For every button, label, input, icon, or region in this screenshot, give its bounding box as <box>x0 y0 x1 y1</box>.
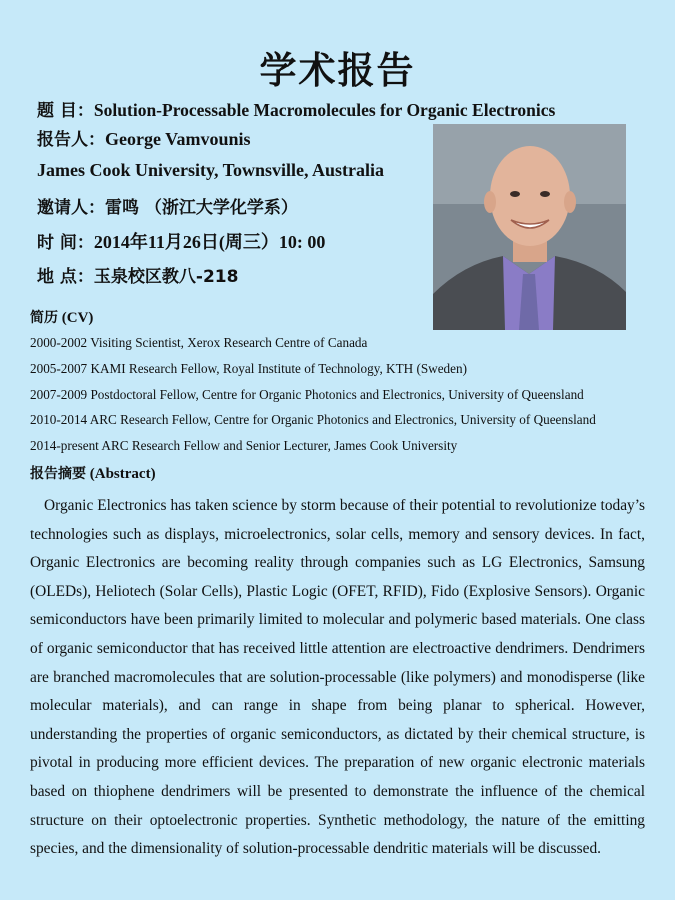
topic-label: 题 目： <box>37 101 94 121</box>
abstract-heading <box>30 463 156 483</box>
speaker-label: 报告人： <box>37 130 105 150</box>
speaker-name: George Vamvounis <box>105 129 251 149</box>
cv-item: 2014-present ARC Research Fellow and Senior Lecturer, James Cook University <box>30 438 458 454</box>
cv-item: 2007-2009 Postdoctoral Fellow, Centre for Organic Photonics and Electronics, University of Queensland <box>30 386 584 402</box>
time-label: 时 间： <box>37 233 94 253</box>
host-label: 邀请人： <box>37 198 105 218</box>
abstract-heading-cn: 报告摘要 <box>30 466 86 482</box>
speaker-portrait-icon <box>433 124 626 330</box>
host-line <box>37 193 298 218</box>
cv-heading-cn: 简历 <box>30 310 58 326</box>
topic-line <box>37 96 555 121</box>
abstract-text: Organic Electronics has taken science by storm because of their potential to revolutionize today’s technologies such as displays, microelectronics, solar cells, memory and sensory devices. In fact, Organic Electronics are becoming reality through companies such as LG Electronics, Samsung (OLEDs), Heliotech (Solar Cells), Plastic Logic (OFET, RFID), Fido (Explosive Sensors). Organic semiconductors have been primarily limited to molecular and polymeric based materials. One class of organic semiconductor that has received little attention are electroactive dendrimers. Dendrimers are branched macromolecules that are solution-processable (like polymers) and monodisperse (like molecular materials), and can range in shape from being planar to spherical. However, understanding the properties of organic semiconductors, as dictated by their chemical structure, is pivotal in producing more efficient devices. The preparation of new organic electronic materials based on thiophene dendrimers will be presented to demonstrate the influence of the chemical structure on their optoelectronic properties. Synthetic methodology, the nature of the emitting species, and the dimensionality of solution-processable dendritic materials will be discussed. <box>30 497 645 858</box>
speaker-affiliation: James Cook University, Townsville, Australia <box>37 160 385 180</box>
host-value: 雷鸣 （浙江大学化学系） <box>105 198 298 218</box>
page-title: 学术报告 <box>259 49 416 92</box>
abstract-heading-en: (Abstract) <box>89 466 156 482</box>
place-line <box>37 262 238 287</box>
place-label: 地 点： <box>37 267 94 287</box>
cv-item: 2010-2014 ARC Research Fellow, Centre for Organic Photonics and Electronics, University of Queensland <box>30 412 596 428</box>
speaker-photo <box>433 124 626 330</box>
topic-value: Solution-Processable Macromolecules for Organic Electronics <box>93 100 556 120</box>
cv-heading-en: (CV) <box>61 310 94 326</box>
cv-heading <box>30 307 93 327</box>
cv-list <box>30 333 660 462</box>
place-value: 玉泉校区教八-218 <box>93 267 239 287</box>
cv-item: 2000-2002 Visiting Scientist, Xerox Research Centre of Canada <box>30 335 368 350</box>
time-value: 2014年11月26日(周三）10: 00 <box>93 232 326 252</box>
time-line <box>37 228 325 254</box>
speaker-line <box>37 125 251 150</box>
cv-item: 2005-2007 KAMI Research Fellow, Royal Institute of Technology, KTH (Sweden) <box>30 360 467 376</box>
